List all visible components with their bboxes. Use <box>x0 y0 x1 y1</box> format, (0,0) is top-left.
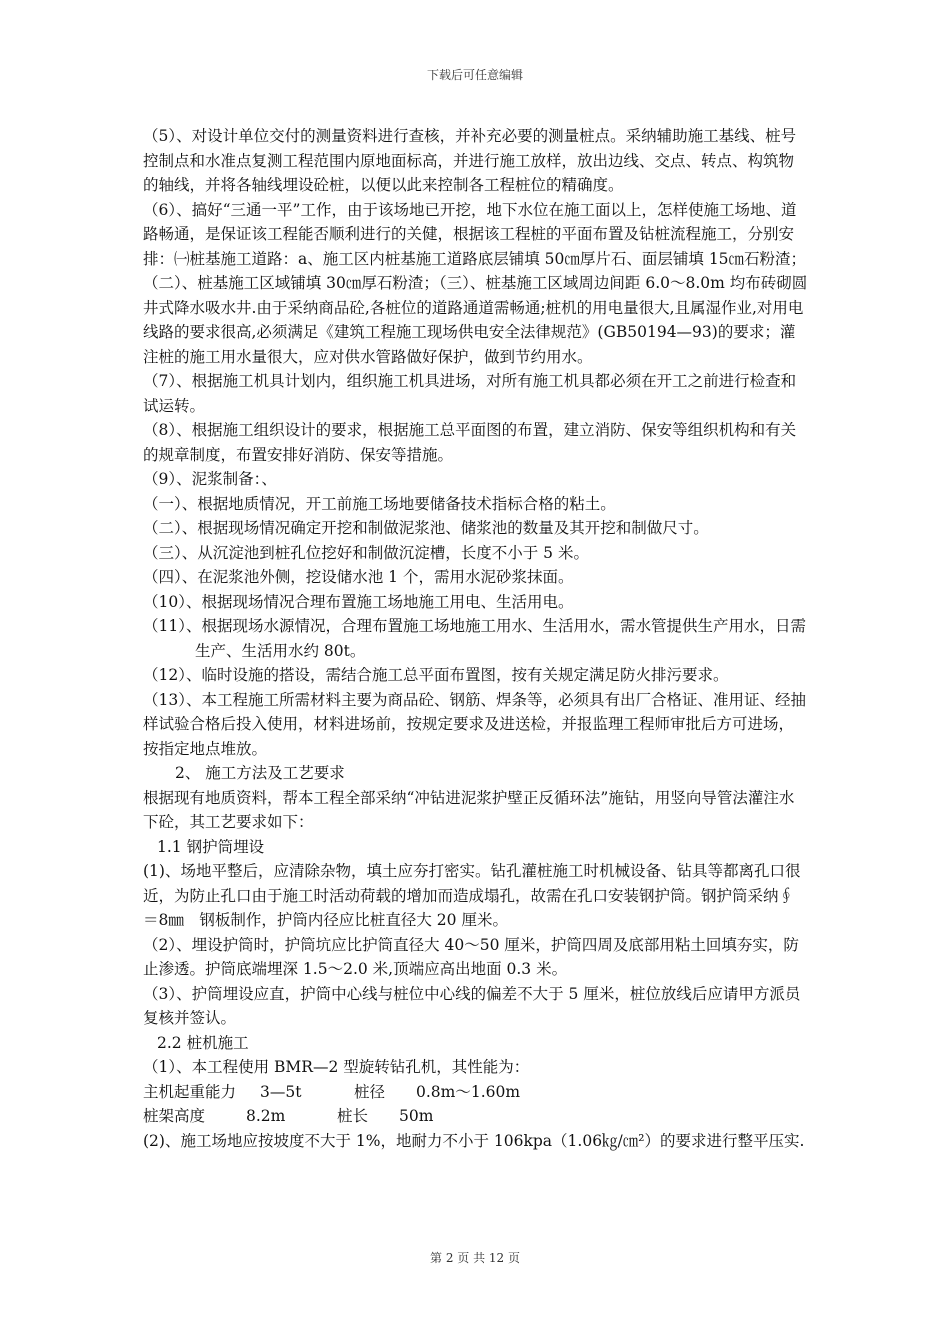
sub-item-4: （四）、在泥浆池外侧，挖设储水池 1 个，需用水泥砂浆抹面。 <box>143 568 574 586</box>
paragraph-13: （13）、本工程施工所需材料主要为商品砼、钢筋、焊条等，必须具有出厂合格证、准用证、经抽样试验合格后投入使用，材料进场前，按规定要求及进送检，并报监理工程师审批后方可进场，按指定地点堆放。 <box>143 690 806 758</box>
paragraph-8: （8）、根据施工组织设计的要求，根据施工总平面图的布置，建立消防、保安等组织机构和有关的规章制度，布置安排好消防、保安等措施。 <box>143 421 797 464</box>
spec-value: 0.8m～1.60m <box>416 1082 521 1101</box>
spec-label: 主机起重能力 <box>143 1082 237 1101</box>
paragraph-6: （6）、搞好“三通一平”工作，由于该场地已开挖，地下水位在施工面以上，怎样使施工场地、道路畅通，是保证该工程能否顺利进行的关健，根据该工程桩的平面布置及钻桩流程施工，分别安排：㈠桩基施工道路：a、施工区内桩基施工道路底层铺填 50㎝厚片石、面层铺填 15㎝石粉渣；（二）、桩基施工区域铺填 30㎝厚石粉渣；（三）、桩基施工区域周边间距 6.0～8.0m 均布砖砌圆井式降水吸水井.由于采纳商品砼,各桩位的道路通道需畅通;桩机的用电量很大,且属湿作业,对用电线路的要求很高,必须满足《建筑工程施工现场供电安全法律规范》(GB50194—93)的要求；灌注桩的施工用水量很大，应对供水管路做好保护，做到节约用水。 <box>143 200 808 366</box>
rig-step-1: （1）、本工程使用 BMR—2 型旋转钻孔机，其性能为： <box>143 1058 530 1076</box>
sub-item-3: （三）、从沉淀池到桩孔位挖好和制做沉淀槽，长度不小于 5 米。 <box>143 543 589 562</box>
spec-label: 桩长 <box>337 1107 369 1125</box>
spec-value: 3—5t <box>260 1082 302 1101</box>
spec-row-1 <box>143 1080 808 1105</box>
section-heading-2: 2、 施工方法及工艺要求 <box>175 764 345 782</box>
page-footer: 第 2 页 共 12 页 <box>430 1251 520 1265</box>
spec-value: 8.2m <box>246 1107 286 1125</box>
sub-item-2: （二）、根据现场情况确定开挖和制做泥浆池、储浆池的数量及其开挖和制做尺寸。 <box>143 519 709 537</box>
casing-step-1: (1)、场地平整后，应清除杂物，填土应夯打密实。钻孔灌桩施工时机械设备、钻具等都离孔口很近，为防止孔口由于施工时活动荷载的增加而造成塌孔，故需在孔口安装钢护筒。钢护筒采纳∮＝8㎜ 钢板制作，护筒内径应比桩直径大 20 厘米。 <box>143 862 801 929</box>
paragraph-10: （10）、根据现场情况合理布置施工场地施工用电、生活用电。 <box>143 592 574 611</box>
subsection-heading-2-2: 2.2 桩机施工 <box>157 1033 249 1052</box>
paragraph-7: （7）、根据施工机具计划内，组织施工机具进场，对所有施工机具都必须在开工之前进行检查和试运转。 <box>143 372 797 415</box>
rig-step-2: (2)、施工场地应按坡度不大于 1%，地耐力不小于 106kpa（1.06㎏/㎝²）的要求进行整平压实. <box>143 1131 805 1150</box>
page-header: 下载后可任意编辑 <box>426 68 523 82</box>
subsection-heading-1-1: 1.1 钢护筒埋设 <box>157 837 265 856</box>
spec-value: 50m <box>399 1107 434 1125</box>
casing-step-2: （2）、埋设护筒时，护筒坑应比护筒直径大 40～50 厘米，护筒四周及底部用粘土回填夯实，防止渗透。护筒底端埋深 1.5～2.0 米,顶端应高出地面 0.3 米。 <box>143 935 799 978</box>
section-intro: 根据现有地质资料，帮本工程全部采纳“冲钻进泥浆护壁正反循环法”施钻，用竖向导管法灌注水下砼，其工艺要求如下： <box>143 788 795 831</box>
spec-label: 桩架高度 <box>143 1107 206 1125</box>
paragraph-5: （5）、对设计单位交付的测量资料进行查核，并补充必要的测量桩点。采纳辅助施工基线、桩号控制点和水准点复测工程范围内原地面标高，并进行施工放样，放出边线、交点、转点、构筑物的轴线，并将各轴线埋设砼桩，以便以此来控制各工程桩位的精确度。 <box>143 127 797 194</box>
paragraph-9: （9）、泥浆制备：、 <box>143 470 277 488</box>
document-body <box>143 124 808 1153</box>
casing-step-3: （3）、护筒埋设应直，护筒中心线与桩位中心线的偏差不大于 5 厘米，桩位放线后应请甲方派员复核并签认。 <box>143 984 801 1027</box>
paragraph-11: （11）、根据现场水源情况，合理布置施工场地施工用水、生活用水，需水管提供生产用水，日需生产、生活用水约 80t。 <box>143 617 806 660</box>
spec-label: 桩径 <box>354 1082 386 1101</box>
paragraph-12: （12）、临时设施的搭设，需结合施工总平面布置图，按有关规定满足防火排污要求。 <box>143 666 729 684</box>
spec-row-2 <box>143 1104 808 1129</box>
sub-item-1: （一）、根据地质情况，开工前施工场地要储备技术指标合格的粘土。 <box>143 494 616 513</box>
